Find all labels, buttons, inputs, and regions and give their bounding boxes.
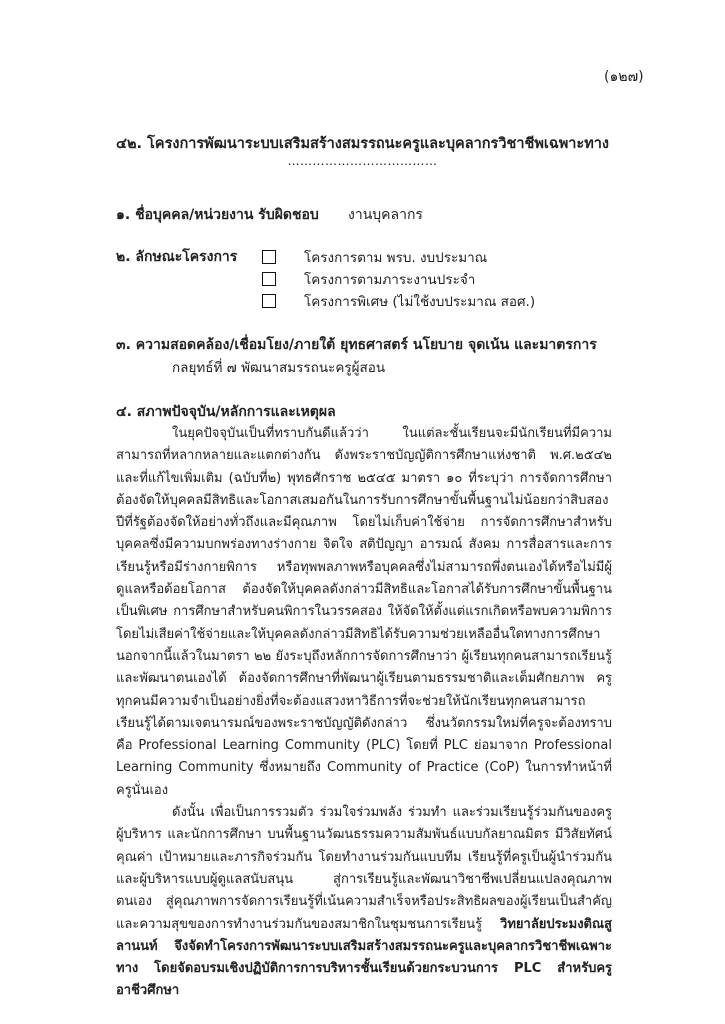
paragraph-2-text: ดังนั้น เพื่อเป็นการรวมตัว ร่วมใจร่วมพลัง ร่วมทำ และร่วมเรียนรู้ร่วมกันของครู ผู้บริหาร และนักการศึกษา บนพื้นฐานวัฒนธรรมความสัมพันธ์แบบกัลยาณมิตร มีวิสัยทัศน์ คุณค่า เป้าหมายและภารกิจร่วมกัน โดยทำงานร่วมกันแบบทีม เรียนรู้ที่ครูเป็นผู้นำร่วมกัน และผู้บริหารแบบผู้ดูแลสนับสนุน สู่การเรียนรู้และพัฒนาวิชาชีพเปลี่ยนแปลงคุณภาพตนเอง สู่คุณภาพการจัดการเรียนรู้ที่เน้นความสำเร็จหรือประสิทธิผลของผู้เรียนเป็นสำคัญและความสุขของการทำงานร่วมกันของสมาชิกในชุมชนการเรียนรู้ xyxy=(116,805,612,932)
section-2-label: ๒. ลักษณะโครงการ xyxy=(116,249,238,265)
paragraph-2-bold-text: วิทยาลัยประมงติณสูลานนท์ จึงจัดทำโครงการพัฒนาระบบเสริมสร้างสมรรถนะครูและบุคลากรวิชาชีพเฉพาะทาง โดยจัดอบรมเชิงปฏิบัติการการบริหารชั้นเรียนด้วยกระบวนการ PLC สำหรับครูอาชีวศึกษา xyxy=(116,916,612,999)
section-4-label: ๔. สภาพปัจจุบัน/หลักการและเหตุผล xyxy=(116,404,336,420)
project-title: ๔๒. โครงการพัฒนาระบบเสริมสร้างสมรรถนะครูและบุคลากรวิชาชีพเฉพาะทาง xyxy=(116,136,609,152)
page-number: (๑๒๗) xyxy=(604,69,644,85)
rationale-body xyxy=(116,423,612,1003)
option-label: โครงการพิเศษ (ไม่ใช้งบประมาณ สอศ.) xyxy=(304,294,536,310)
responsible-unit: งานบุคลากร xyxy=(348,207,423,223)
option-label: โครงการตาม พรบ. งบประมาณ xyxy=(304,250,488,266)
project-type-option-budget[interactable] xyxy=(262,246,487,268)
section-1-label: ๑. ชื่อบุคคล/หน่วยงาน รับผิดชอบ xyxy=(116,207,319,223)
rationale-paragraph-1: ในยุคปัจจุบันเป็นที่ทราบกันดีแล้วว่า ในแต่ละชั้นเรียนจะมีนักเรียนที่มีความสามารถที่หลากหลายและแตกต่างกัน ดังพระราชบัญญัติการศึกษาแห่งชาติ พ.ศ.๒๕๔๒ และที่แก้ไขเพิ่มเติม (ฉบับที่๒) พุทธศักราช ๒๕๔๕ มาตรา ๑๐ ที่ระบุว่า การจัดการศึกษาต้องจัดให้บุคคลมีสิทธิและโอกาสเสมอกันในการรับการศึกษาขั้นพื้นฐานไม่น้อยกว่าสิบสองปีที่รัฐต้องจัดให้อย่างทั่วถึงและมีคุณภาพ โดยไม่เก็บค่าใช้จ่าย การจัดการศึกษาสำหรับบุคคลซึ่งมีความบกพร่องทางร่างกาย จิตใจ สติปัญญา อารมณ์ สังคม การสื่อสารและการเรียนรู้หรือมีร่างกายพิการ หรือทุพพลภาพหรือบุคคลซึ่งไม่สามารถพึ่งตนเองได้หรือไม่มีผู้ดูแลหรือด้อยโอกาส ต้องจัดให้บุคคลดังกล่าวมีสิทธิและโอกาสได้รับการศึกษาขั้นพื้นฐานเป็นพิเศษ การศึกษาสำหรับคนพิการในวรรคสอง ให้จัดให้ตั้งแต่แรกเกิดหรือพบความพิการโดยไม่เสียค่าใช้จ่ายและให้บุคคลดังกล่าวมีสิทธิได้รับความช่วยเหลืออื่นใดทางการศึกษา นอกจากนี้แล้วในมาตรา ๒๒ ยังระบุถึงหลักการจัดการศึกษาว่า ผู้เรียนทุกคนสามารถเรียนรู้และพัฒนาตนเองได้ ต้องจัดการศึกษาที่พัฒนาผู้เรียนตามธรรมชาติและเต็มศักยภาพ ครูทุกคนมีความจำเป็นอย่างยิ่งที่จะต้องแสวงหาวิธีการที่จะช่วยให้นักเรียนทุกคนสามารถเรียนรู้ได้ตามเจตนารมณ์ของพระราชบัญญัติดังกล่าว ซึ่งนวัตกรรมใหม่ที่ครูจะต้องทราบคือ Professional Learning Community (PLC) โดยที่ PLC ย่อมาจาก Professional Learning Community ซึ่งหมายถึง Community of Practice (CoP) ในการทำหน้าที่ครูนั่นเอง xyxy=(116,426,612,798)
title-dotted-line: ……………………………… xyxy=(287,154,438,168)
project-type-option-routine[interactable] xyxy=(262,268,475,290)
checkbox-icon[interactable] xyxy=(262,294,276,308)
checkbox-icon[interactable] xyxy=(262,272,276,286)
section-3-label: ๓. ความสอดคล้อง/เชื่อมโยง/ภายใต้ ยุทธศาสตร์ นโยบาย จุดเน้น และมาตรการ xyxy=(116,337,597,353)
strategy-value: กลยุทธ์ที่ ๗ พัฒนาสมรรถนะครูผู้สอน xyxy=(172,360,386,376)
option-label: โครงการตามภาระงานประจำ xyxy=(304,272,476,288)
project-type-option-special[interactable] xyxy=(262,290,535,312)
checkbox-icon[interactable] xyxy=(262,250,276,264)
rationale-paragraph-2 xyxy=(116,802,612,1003)
